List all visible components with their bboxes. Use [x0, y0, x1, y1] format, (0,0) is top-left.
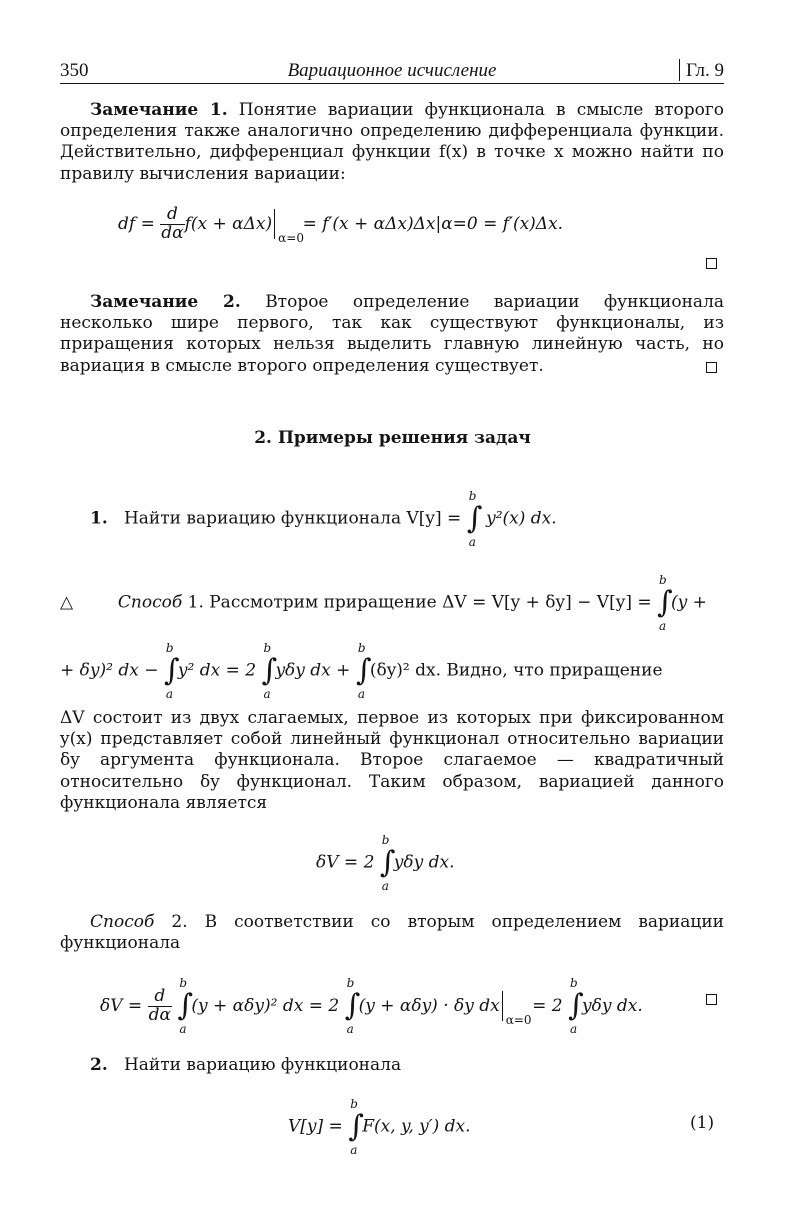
d-dalpha: $\frac{d}{d\alpha}$ [161, 204, 184, 243]
section-title: 2. Примеры решения задач [254, 428, 531, 448]
evaluation-bar: α=0 [274, 209, 275, 239]
formula-problem-2: V[y] = ∫ b a F(x, y, y′) dx. [288, 1097, 471, 1157]
method-1-label: Способ [117, 592, 183, 613]
method-2-label: Способ [90, 912, 155, 932]
evaluation-bar: α=0 [502, 991, 503, 1021]
remark-1-text: Понятие вариации функционала в смысле второго определения также аналогично определению дифференциала функции. Действительно, дифференциал функции f(x) в точке x можно найти по правилу вычисления вариации: [60, 100, 724, 184]
method-2-paragraph: Способ 2. В соответствии со вторым определением вариации функционала [60, 912, 724, 954]
equation-number: (1) [690, 1113, 715, 1133]
remark-1-label: Замечание 1. [90, 100, 228, 120]
integral-sign: ∫ b a [344, 976, 361, 1037]
problem-2-text: Найти вариацию функционала [123, 1055, 402, 1075]
remark-2-label: Замечание 2. [90, 292, 241, 312]
remark-1 [60, 100, 724, 185]
integral-sign: ∫ b a [657, 573, 673, 633]
problem-2-number: 2. [90, 1055, 108, 1075]
formula-deltaV: δV = 2 ∫ b a yδy dx. [316, 833, 455, 893]
solution-1-line-2: + δy)² dx − ∫ b a y² dx = 2 ∫ b a yδy dx + ∫ b a (δy)² dx. Видно, что приращение [60, 641, 663, 701]
integral-sign: ∫ b a [177, 976, 193, 1037]
formula-method-2: δV = $\frac{d}{d\alpha}$ ∫ b a (y + αδy)² dx = 2 ∫ b a (y + αδy) · δy dx α=0 = 2 ∫ b a yδy dx. [100, 976, 643, 1037]
integral-sign: ∫ b a [355, 641, 372, 701]
qed-box-3 [706, 994, 717, 1005]
running-title: Вариационное исчисление [287, 60, 497, 81]
d-dalpha: $\frac{d}{d\alpha}$ [148, 986, 171, 1025]
problem-1-number: 1. [90, 508, 108, 529]
formula-df: df = $\frac{d}{d\alpha}$ f(x + αΔx) α=0 = f′(x + αΔx)Δx|α=0 = f′(x)Δx. [118, 204, 564, 246]
integral-sign: ∫ b a [379, 833, 396, 893]
chapter-label: Гл. 9 [685, 60, 724, 81]
running-header [60, 56, 724, 82]
remark-2 [60, 292, 724, 377]
integral-sign: ∫ b a [261, 641, 278, 701]
problem-1-text: Найти вариацию функционала V[y] = [123, 508, 462, 529]
integral-sign: ∫ b a [163, 641, 180, 701]
integral-sign: ∫ b a [568, 976, 584, 1037]
solution-1-paragraph: ΔV состоит из двух слагаемых, первое из которых при фиксированном y(x) представляет собой линейный функционал относительно вариации δy аргумента функционала. Второе слагаемое — квадратичный относительно δy функционал. Таким образом, вариацией данного функционала является [60, 708, 724, 813]
integral-sign: ∫ b a [466, 489, 483, 549]
solution-1-line-1: △ Способ 1. Рассмотрим приращение ΔV = V[y + δy] − V[y] = ∫ b a (y + [60, 573, 707, 633]
page-number: 350 [60, 60, 89, 81]
problem-1: 1. Найти вариацию функционала V[y] = ∫ b a y²(x) dx. [90, 489, 557, 549]
remark-2-text: Второе определение вариации функционала несколько шире первого, так как существуют функционалы, из приращения которых нельзя выделить главную линейную часть, но вариация в смысле второго определения существует. [60, 292, 725, 376]
header-rule [60, 83, 724, 84]
triangle-marker: △ [60, 592, 74, 613]
qed-box-1 [706, 258, 717, 269]
problem-2 [90, 1054, 401, 1076]
qed-box-2 [706, 362, 717, 373]
integral-sign: ∫ b a [348, 1097, 364, 1157]
